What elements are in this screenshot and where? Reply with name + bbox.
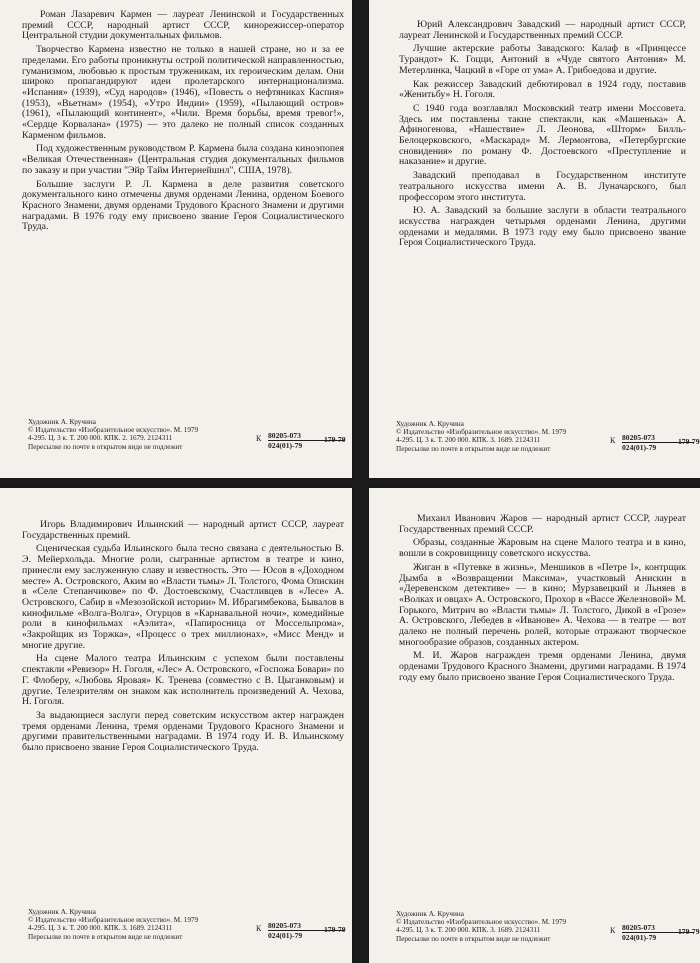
catalog-code [256,431,346,450]
paragraph: За выдающиеся заслуги перед советским искусством актер награжден тремя орденами Ленина, тремя орденами Трудового Красного Знамени и другими правительственными наградами. В 1974 году И. В. Ильинскому было присвоено звание Героя Социалистического Труда. [22,709,344,754]
imprint-lines [28,418,240,451]
paragraph: Лучшие актерские работы Завадского: Калаф в «Принцессе Турандот» К. Гоцци, Антоний в «Чуде святого Антония» М. Метерлинка, Чацкий в «Горе от ума» А. Грибоедова и другие. [399,43,686,76]
paragraph: Завадский преподавал в Государственном институте театрального искусства имени А. В. Луначарского, был профессором этого института. [399,170,686,203]
paragraph: Как режиссер Завадский дебютировал в 1924 году, поставив «Женитьбу» Н. Гоголя. [399,78,686,101]
imprint-artist: Художник А. Кручина [28,418,96,426]
catalog-number: 80205-073 [268,431,344,441]
catalog-code [256,921,346,940]
imprint-mailing: Пересылке по почте в открытом виде не подлежит [28,932,183,941]
paragraph: Творчество Кармена известно не только в нашей стране, но и за ее пределами. Его работы проникнуты острой политической направленностью, гуманизмом, любовью к простым труженикам, их героическим делам. Они широко пропагандируют идеи пролетарского интернационализма. «Испания» (1939), «Суд народов» (1946), «Повесть о нефтяниках Каспия» (1953), «Вьетнам» (1954), «Утро Индии» (1959), «Пылающий остров» (1961), «Пылающий континент», «Чили. Время борьбы, время тревог!», «Сердце Корвалана» (1975) — это далеко не полный список созданных Карменом фильмов. [22,44,344,141]
imprint-publisher: © Издательство «Изобразительное искусство». М. 1979 [396,428,567,437]
card-body [399,20,686,252]
imprint-publisher: © Издательство «Изобразительное искусство». М. 1979 [28,426,199,435]
paragraph: Михаил Иванович Жаров — народный артист СССР, лауреат Государственных премий СССР. [399,513,686,535]
imprint-mailing: Пересылке по почте в открытом виде не подлежит [396,444,551,453]
catalog-ext: 179-79 [678,437,700,446]
imprint [396,420,700,453]
paragraph: Роман Лазаревич Кармен — лауреат Ленинской и Государственных премий СССР, народный артист СССР, кинорежиссер-оператор Центральной студии документальных фильмов. [22,9,344,42]
imprint [396,910,700,943]
catalog-sub: 024(01)-79 [622,443,657,452]
paragraph: Под художественным руководством Р. Кармена была создана киноэпопея «Великая Отечественная» (Центральная студия документальных фильмов по заказу и при участии "Эйр Тайм Интернейшнл", США, 1978). [22,143,344,176]
catalog-sub: 024(01)-79 [622,933,657,942]
imprint-lines [396,420,608,453]
catalog-k: К [610,926,616,935]
imprint-order: 4-295. Ц. 3 к. Т. 200 000. КПК. 2. 1679. 2124311 [28,434,173,443]
imprint-mailing: Пересылке по почте в открытом виде не подлежит [28,442,183,451]
paragraph: Большие заслуги Р. Л. Кармена в деле развития советского документального кино отмечены двумя орденами Ленина, орденом Боевого Красного Знамени, двумя орденами Трудового Красного Знамени и другими наградами. В 1976 году ему присвоено звание Героя Социалистического Труда. [22,178,344,233]
imprint-lines [396,910,608,943]
catalog-code [610,433,700,452]
paragraph: Жиган в «Путевке в жизнь», Меншиков в «Петре I», контрщик Дымба в «Возвращении Максима», участковый Анискин в «Деревенском детективе» — в кино; Мурзавецкий и Льняев в «Волках и овцах» А. Островского, Прохор в «Вассе Железновой» М. Горького, Митрич во «Власти тьмы» Л. Толстого, Дикой в «Грозе» А. Островского, Лебедев в «Иванове» А. Чехова — в театре — вот далеко не полный перечень ролей, которые отражают творческое многообразие образов, созданных актером. [399,561,686,648]
imprint-publisher: © Издательство «Изобразительное искусство». М. 1979 [28,916,199,925]
catalog-number: 80205-073 [622,923,694,933]
paragraph: Игорь Владимирович Ильинский — народный артист СССР, лауреат Государственных премий. [22,519,344,541]
catalog-number: 80205-073 [622,433,694,443]
imprint-order: 4-295. Ц. 3 к. Т. 200 000. КПК. З. 1689. 2124311 [28,924,173,933]
catalog-k: К [256,434,262,443]
paragraph: На сцене Малого театра Ильинским с успехом были поставлены спектакли «Ревизор» Н. Гоголя, «Лес» А. Островского, «Госпожа Бовари» по Г. Флоберу, «Любовь Яровая» К. Тренева (совместно с В. Цыганковым) и другие. Телезрителям он знаком как исполнитель произведений А. Чехова, Н. Гоголя. [22,653,344,708]
card-karmen [0,0,352,478]
catalog-ext: 179-79 [324,925,346,934]
card-zavadsky [369,0,700,478]
catalog-sub: 024(01)-79 [268,931,303,940]
card-body [22,10,344,236]
paragraph: Образы, созданные Жаровым на сцене Малого театра и в кино, вошли в сокровищницу советского искусства. [399,537,686,560]
imprint-artist: Художник А. Кручина [396,420,464,428]
card-body [399,514,686,687]
imprint-publisher: © Издательство «Изобразительное искусство». М. 1979 [396,918,567,927]
catalog-k: К [256,924,262,933]
imprint-artist: Художник А. Кручина [396,910,464,918]
paragraph: Юрий Александрович Завадский — народный артист СССР, лауреат Ленинской и Государственных премий СССР. [399,19,686,41]
paragraph: Ю. А. Завадский за большие заслуги в области театрального искусства награжден четырьмя орденами Ленина, другими орденами и медалями. В 1973 году ему было присвоено звание Героя Социалистического Труда. [399,205,686,249]
card-body [22,520,344,757]
imprint-mailing: Пересылке по почте в открытом виде не подлежит [396,934,551,943]
imprint-lines [28,908,240,941]
paragraph: Сценическая судьба Ильинского была тесно связана с деятельностью В. Э. Мейерхольда. Многие роли, сыгранные артистом в театре и кино, принесли ему заслуженную славу и известность. Это — Юсов в «Доходном месте» А. Островского, Аким во «Власти тьмы» Л. Толстого, Фома Опискин в «Селе Степанчикове» по Ф. Достоевскому, Счастливцев в «Лесе» А. Островского, Сабир в «Мезозойской истории» М. Ибрагимбекова, Бывалов в кинофильме «Волга-Волга», Огурцов в «Карнавальной ночи», комедийные роли в кинофильмах «Аэлита», «Папиросница от Моссельпрома», «Закройщик из Торжка», «Процесс о трех миллионах», «Мисс Менд» и многие другие. [22,543,344,651]
paragraph: С 1940 года возглавлял Московский театр имени Моссовета. Здесь им поставлены такие спектакли, как «Машенька» А. Афиногенова, «Нашествие» Л. Леонова, «Шторм» Билль-Белоцерковского, «Маскарад» М. Лермонтова, «Петербургские сновидения» по роману Ф. Достоевского «Преступление и наказание» и другие. [399,102,686,168]
catalog-code [610,923,700,942]
card-zharov [369,488,700,963]
card-ilyinsky [0,488,352,963]
imprint [28,908,344,941]
paragraph: М. И. Жаров награжден тремя орденами Ленина, двумя орденами Трудового Красного Знамени, другими наградами. В 1974 году ему было присвоено звание Героя Социалистического Труда. [399,650,686,683]
catalog-ext: 179-79 [678,927,700,936]
imprint-order: 4-295. Ц. 3 к. Т. 200 000. КПК. З. 1689. 2124311 [396,436,541,445]
imprint-artist: Художник А. Кручина [28,908,96,916]
catalog-ext: 179-79 [324,435,346,444]
catalog-k: К [610,436,616,445]
catalog-sub: 024(01)-79 [268,441,303,450]
catalog-number: 80205-073 [268,921,344,931]
imprint [28,418,344,451]
imprint-order: 4-295. Ц. 3 к. Т. 200 000. КПК. З. 1689. 2124311 [396,926,541,935]
